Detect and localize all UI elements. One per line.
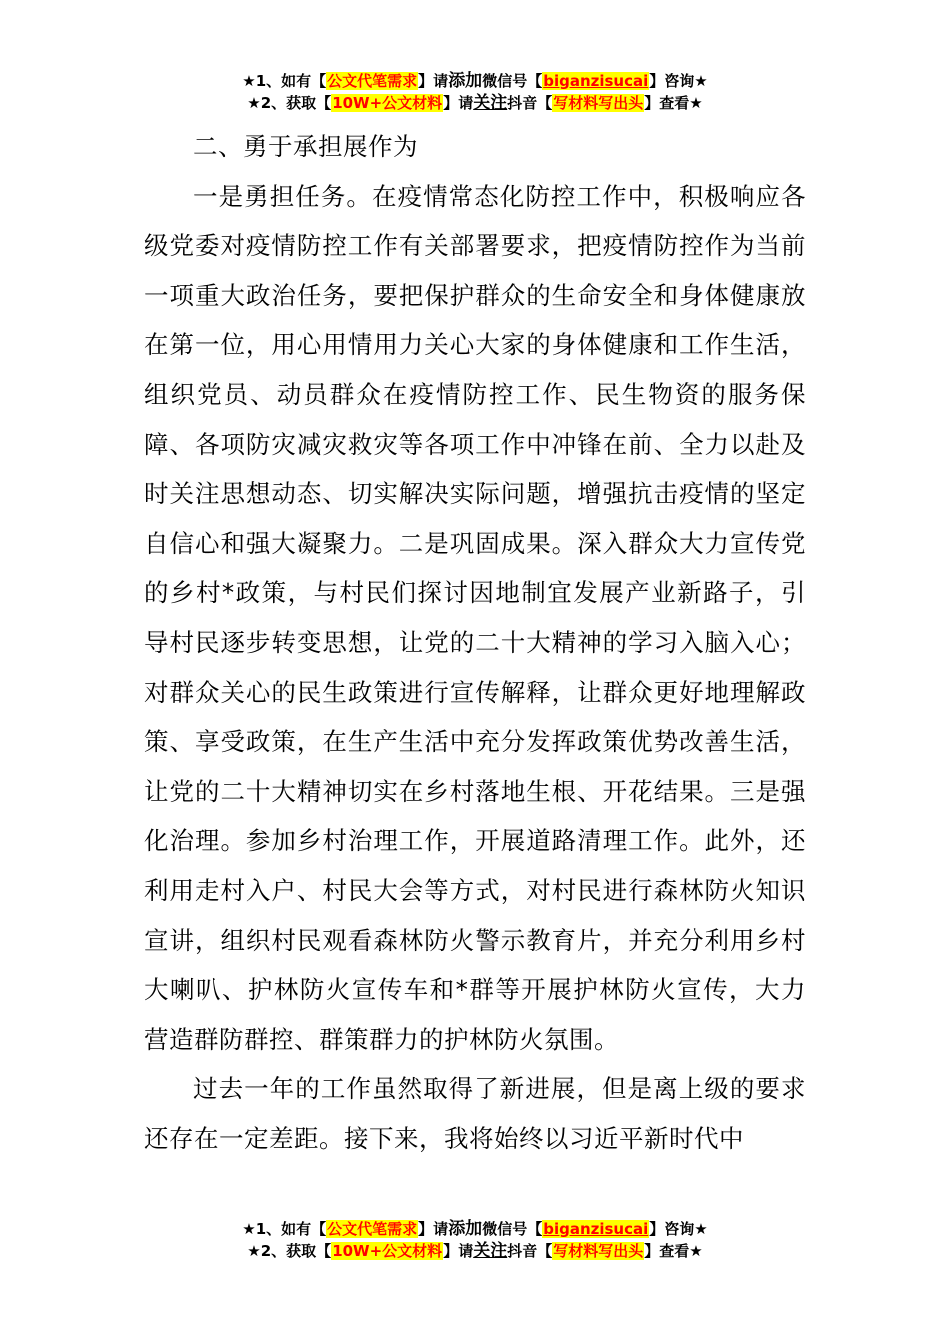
banner-text: 】咨询★ — [649, 72, 708, 90]
banner-text: 】请 — [443, 1242, 474, 1260]
banner-text: ★2、获取【 — [247, 1242, 332, 1260]
highlight-douyin: 写材料写出头 — [553, 1242, 644, 1260]
paragraph-1: 一是勇担任务。在疫情常态化防控工作中，积极响应各级党委对疫情防控工作有关部署要求，把疫情防控作为当前一项重大政治任务，要把保护群众的生命安全和身体健康放在第一位，用心用情用力关心大家的身体健康和工作生活，组织党员、动员群众在疫情防控工作、民生物资的服务保障、各项防灾减灾救灾等各项工作中冲锋在前、全力以赴及时关注思想动态、切实解决实际问题，增强抗击疫情的坚定自信心和强大凝聚力。二是巩固成果。深入群众大力宣传党的乡村*政策，与村民们探讨因地制宜发展产业新路子，引导村民逐步转变思想，让党的二十大精神的学习入脑入心；对群众关心的民生政策进行宣传解释，让群众更好地理解政策、享受政策，在生产生活中充分发挥政策优势改善生活，让党的二十大精神切实在乡村落地生根、开花结果。三是强化治理。参加乡村治理工作，开展道路清理工作。此外，还利用走村入户、村民大会等方式，对村民进行森林防火知识宣讲，组织村民观看森林防火警示教育片，并充分利用乡村大喇叭、护林防火宣传车和*群等开展护林防火宣传，大力营造群防群控、群策群力的护林防火氛围。 — [144, 181, 806, 1054]
banner-text: 抖音【 — [507, 94, 553, 112]
banner-emphasis: 关注 — [473, 1241, 508, 1261]
highlight-douyin: 写材料写出头 — [553, 94, 644, 112]
banner-text: 抖音【 — [507, 1242, 553, 1260]
banner-text: 微信号【 — [482, 1220, 543, 1238]
banner-line-1 — [0, 70, 950, 92]
banner-emphasis: 添加 — [448, 1219, 483, 1239]
header-banner — [0, 70, 950, 114]
banner-text: ★2、获取【 — [247, 94, 332, 112]
banner-text: ★1、如有【 — [242, 1220, 327, 1238]
section-heading: 二、勇于承担展作为 — [193, 132, 418, 161]
banner-text: 】查看★ — [644, 94, 703, 112]
highlight-materials: 10W+公文材料 — [332, 1242, 443, 1260]
banner-text: 】请 — [418, 1220, 449, 1238]
banner-text: 】请 — [443, 94, 474, 112]
banner-emphasis: 关注 — [473, 93, 508, 113]
banner-emphasis: 添加 — [448, 71, 483, 91]
banner-text: 】查看★ — [644, 1242, 703, 1260]
banner-text: 微信号【 — [482, 72, 543, 90]
paragraph-2: 过去一年的工作虽然取得了新进展，但是离上级的要求还存在一定差距。接下来，我将始终以习近平新时代中 — [144, 1074, 806, 1153]
banner-text: 】请 — [418, 72, 449, 90]
banner-line-2 — [0, 1240, 950, 1262]
banner-text: 】咨询★ — [649, 1220, 708, 1238]
banner-text: ★1、如有【 — [242, 72, 327, 90]
banner-line-1 — [0, 1218, 950, 1240]
banner-line-2 — [0, 92, 950, 114]
footer-banner — [0, 1218, 950, 1262]
highlight-service: 公文代笔需求 — [327, 72, 418, 90]
highlight-wechat-id: biganzisucai — [543, 1220, 649, 1238]
highlight-materials: 10W+公文材料 — [332, 94, 443, 112]
highlight-service: 公文代笔需求 — [327, 1220, 418, 1238]
document-body — [144, 122, 806, 1163]
highlight-wechat-id: biganzisucai — [543, 72, 649, 90]
